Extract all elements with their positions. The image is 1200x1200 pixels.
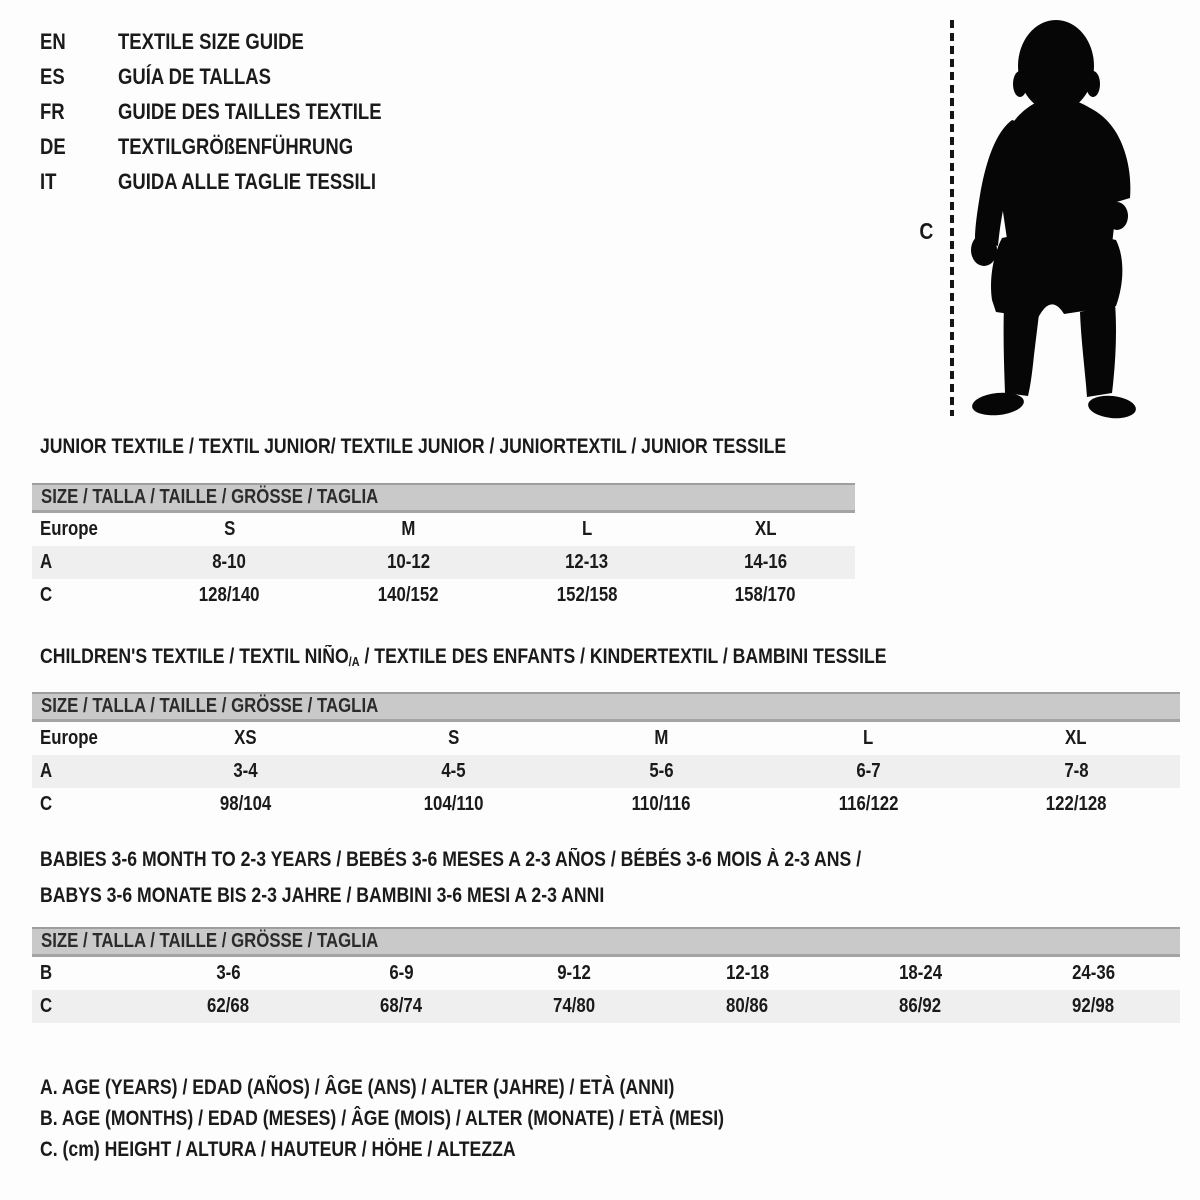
lang-row-en (40, 24, 432, 59)
size-col-xl: XL (754, 518, 777, 540)
size-col-s: S (447, 727, 459, 749)
junior-height-row (32, 579, 855, 612)
children-height-row (32, 788, 1180, 821)
cell-value: 104/110 (423, 793, 484, 815)
lang-title-en: TEXTILE SIZE GUIDE (118, 28, 304, 54)
babies-section-title-line1: BABIES 3-6 MONTH TO 2-3 YEARS / BEBÉS 3-6 MESES A 2-3 AÑOS / BÉBÉS 3-6 MOIS À 2-3 ANS / (40, 848, 862, 871)
lang-code-es: ES (40, 63, 65, 89)
babies-size-header-bar: SIZE / TALLA / TAILLE / GRÖSSE / TAGLIA (32, 927, 1180, 957)
children-age-row (32, 755, 1180, 788)
cell-value: 152/158 (556, 584, 618, 606)
babies-section-title-line2: BABYS 3-6 MONATE BIS 2-3 JAHRE / BAMBINI 3-6 MESI A 2-3 ANNI (40, 884, 605, 907)
cell-value: 8-10 (212, 551, 247, 573)
lang-title-fr: GUIDE DES TAILLES TEXTILE (118, 98, 382, 124)
legend-line-c: C. (cm) HEIGHT / ALTURA / HAUTEUR / HÖHE / ALTEZZA (40, 1137, 516, 1161)
region-label: Europe (40, 518, 98, 540)
junior-size-header-bar: SIZE / TALLA / TAILLE / GRÖSSE / TAGLIA (32, 483, 855, 513)
cell-value: 4-5 (441, 760, 466, 782)
cell-value: 110/116 (631, 793, 691, 815)
legend-line-a: A. AGE (YEARS) / EDAD (AÑOS) / ÂGE (ANS) / ALTER (JAHRE) / ETÀ (ANNI) (40, 1075, 675, 1099)
cell-value: 12-18 (726, 962, 769, 984)
toddler-silhouette-image (940, 10, 1160, 430)
measurement-legend (40, 1072, 854, 1165)
lang-row-fr (40, 94, 432, 129)
size-col-s: S (223, 518, 235, 540)
language-title-list (40, 24, 432, 199)
cell-value: 62/68 (207, 995, 250, 1017)
cell-value: 68/74 (380, 995, 423, 1017)
cell-value: 6-7 (856, 760, 881, 782)
cell-value: 6-9 (389, 962, 414, 984)
size-col-l: L (863, 727, 874, 749)
cell-value: 74/80 (553, 995, 596, 1017)
children-size-table (32, 692, 1180, 821)
lang-row-es (40, 59, 432, 94)
size-col-xl: XL (1065, 727, 1087, 749)
cell-value: 92/98 (1072, 995, 1115, 1017)
cell-value: 86/92 (899, 995, 942, 1017)
lang-code-fr: FR (40, 98, 65, 124)
children-size-header-bar: SIZE / TALLA / TAILLE / GRÖSSE / TAGLIA (32, 692, 1180, 722)
lang-title-es: GUÍA DE TALLAS (118, 63, 271, 89)
cell-value: 98/104 (220, 793, 272, 815)
babies-height-row (32, 990, 1180, 1023)
cell-value: 7-8 (1064, 760, 1089, 782)
row-label-c: C (40, 584, 53, 606)
cell-value: 116/122 (838, 793, 899, 815)
cell-value: 14-16 (744, 551, 788, 573)
lang-row-de (40, 129, 432, 164)
size-col-m: M (653, 727, 668, 749)
lang-title-it: GUIDA ALLE TAGLIE TESSILI (118, 168, 377, 194)
figure-height-label: C (919, 218, 934, 244)
lang-row-it (40, 164, 432, 199)
junior-columns-row (32, 513, 855, 546)
babies-size-table (32, 927, 1180, 1023)
junior-section-title: JUNIOR TEXTILE / TEXTIL JUNIOR/ TEXTILE JUNIOR / JUNIORTEXTIL / JUNIOR TESSILE (40, 435, 787, 458)
cell-value: 10-12 (386, 551, 430, 573)
cell-value: 80/86 (726, 995, 769, 1017)
children-columns-row (32, 722, 1180, 755)
cell-value: 3-4 (233, 760, 258, 782)
row-label-b: B (40, 962, 53, 984)
junior-size-table (32, 483, 855, 612)
lang-code-de: DE (40, 133, 66, 159)
cell-value: 128/140 (199, 584, 260, 606)
cell-value: 122/128 (1045, 793, 1107, 815)
row-label-a: A (40, 760, 53, 782)
nino-a-subscript: /A (348, 654, 360, 669)
cell-value: 140/152 (377, 584, 439, 606)
legend-line-b: B. AGE (MONTHS) / EDAD (MESES) / ÂGE (MOIS) / ALTER (MONATE) / ETÀ (MESI) (40, 1106, 725, 1130)
size-col-m: M (401, 518, 416, 540)
cell-value: 3-6 (216, 962, 241, 984)
children-section-title: CHILDREN'S TEXTILE / TEXTIL $NIÑO_{/A}$ / TEXTILE DES ENFANTS / KINDERTEXTIL / BAMBINI TESSILE (40, 645, 887, 669)
row-label-a: A (40, 551, 53, 573)
region-label: Europe (40, 727, 98, 749)
size-col-l: L (581, 518, 593, 540)
junior-age-row (32, 546, 855, 579)
babies-months-row (32, 957, 1180, 990)
cell-value: 9-12 (557, 962, 592, 984)
lang-code-it: IT (40, 168, 57, 194)
lang-code-en: EN (40, 28, 66, 54)
row-label-c: C (40, 995, 53, 1017)
size-col-xs: XS (234, 727, 258, 749)
cell-value: 18-24 (899, 962, 942, 984)
cell-value: 24-36 (1072, 962, 1115, 984)
lang-title-de: TEXTILGRÖßENFÜHRUNG (118, 133, 354, 159)
cell-value: 12-13 (565, 551, 609, 573)
cell-value: 5-6 (648, 760, 674, 782)
cell-value: 158/170 (735, 584, 796, 606)
row-label-c: C (40, 793, 53, 815)
